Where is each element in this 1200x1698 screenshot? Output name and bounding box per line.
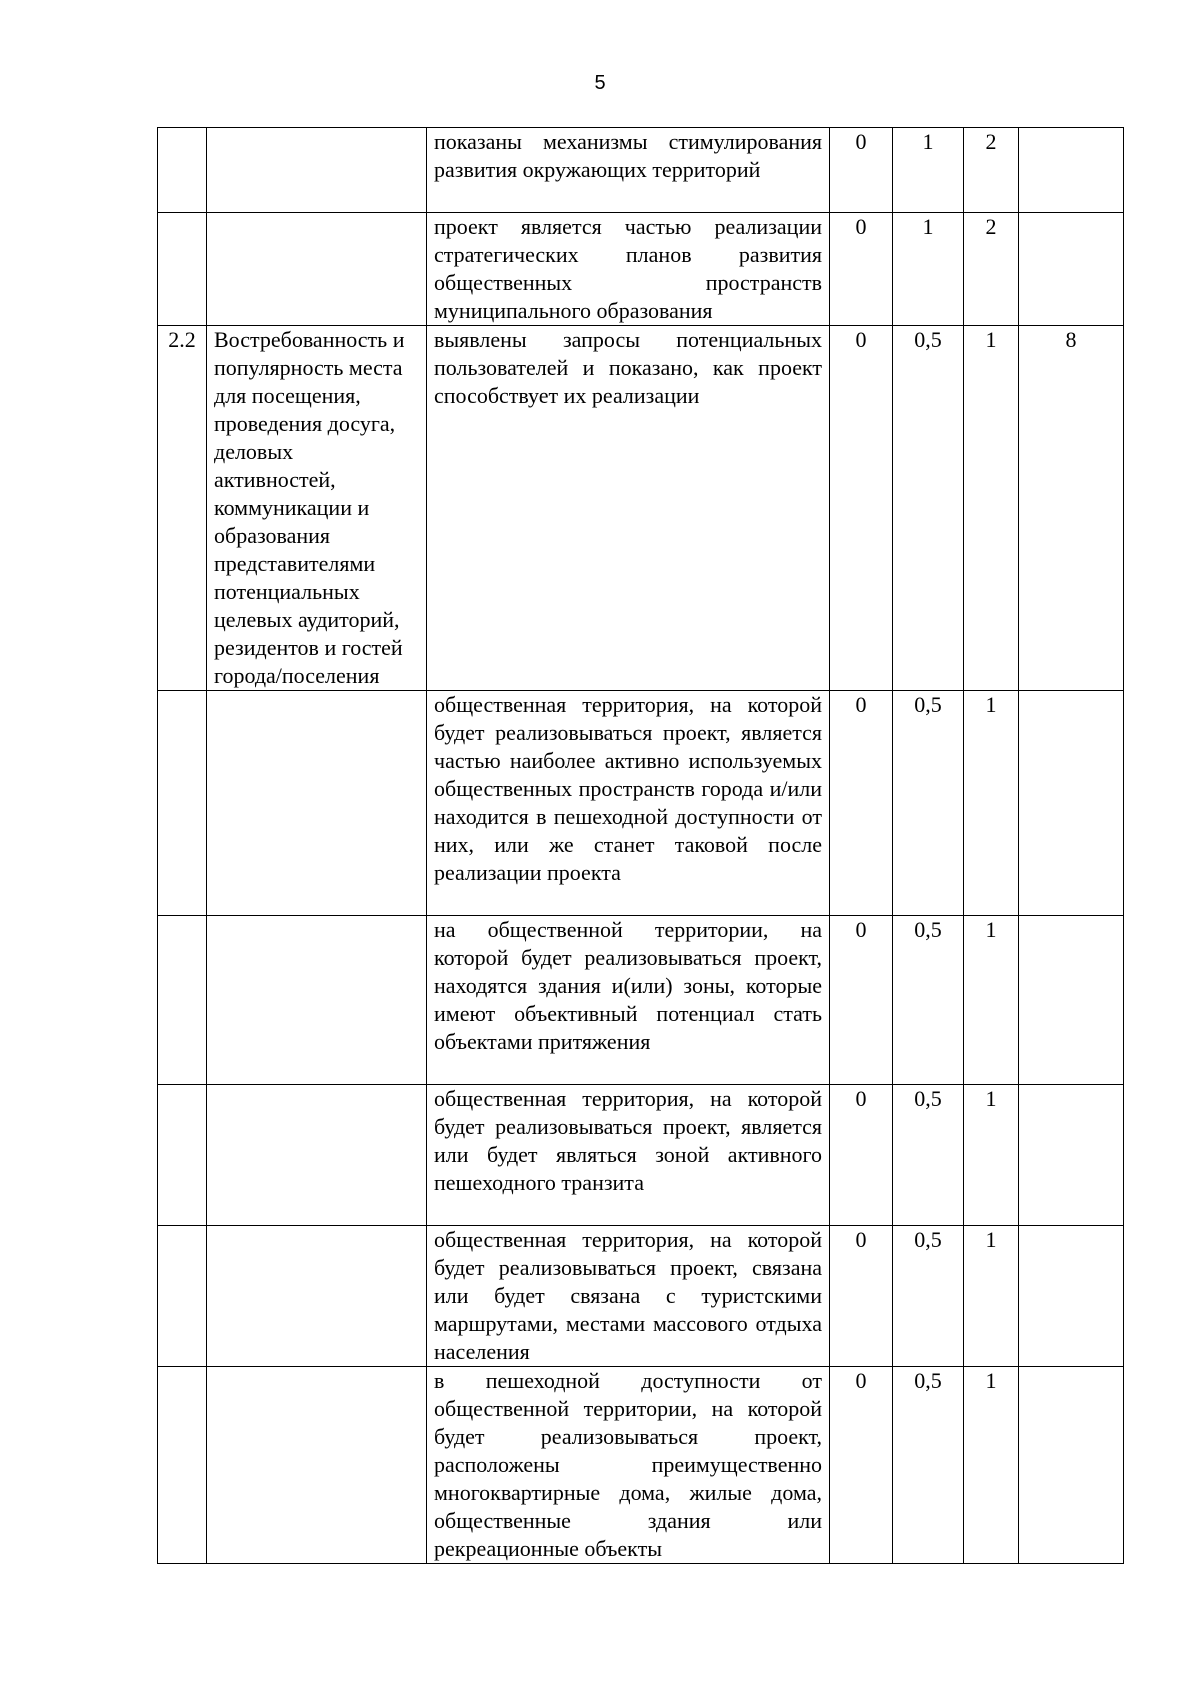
max-points: 8 [1019,326,1124,691]
max-points [1019,1085,1124,1226]
score-max: 1 [964,1367,1019,1564]
indicator-text: выявлены запросы потенциальных пользователей и показано, как проект способствует их реализации [427,326,830,691]
criterion-number [158,691,207,916]
criteria-table [157,127,1124,1564]
table-row [158,916,1124,1085]
score-mid: 0,5 [893,1085,964,1226]
criterion-name [207,213,427,326]
criterion-number [158,916,207,1085]
max-points [1019,916,1124,1085]
score-mid: 0,5 [893,326,964,691]
criterion-number [158,1367,207,1564]
table-row [158,1085,1124,1226]
indicator-text: в пешеходной доступности от общественной территории, на которой будет реализовываться проект, расположены преимущественно многоквартирные дома, жилые дома, общественные здания или рекреационные объекты [427,1367,830,1564]
score-min: 0 [830,691,893,916]
indicator-text: проект является частью реализации стратегических планов развития общественных пространств муниципального образования [427,213,830,326]
score-mid: 1 [893,128,964,213]
score-mid: 0,5 [893,916,964,1085]
max-points [1019,213,1124,326]
score-min: 0 [830,1367,893,1564]
table-row [158,1226,1124,1367]
criterion-number [158,213,207,326]
score-min: 0 [830,326,893,691]
criterion-number [158,1085,207,1226]
criterion-name [207,1367,427,1564]
max-points [1019,1367,1124,1564]
max-points [1019,128,1124,213]
indicator-text: общественная территория, на которой будет реализовываться проект, является или будет являться зоной активного пешеходного транзита [427,1085,830,1226]
score-max: 2 [964,128,1019,213]
criterion-name [207,691,427,916]
score-max: 1 [964,326,1019,691]
max-points [1019,1226,1124,1367]
score-mid: 0,5 [893,1367,964,1564]
criterion-number [158,1226,207,1367]
score-min: 0 [830,916,893,1085]
criterion-name [207,128,427,213]
indicator-text: показаны механизмы стимулирования развития окружающих территорий [427,128,830,213]
table-row [158,326,1124,691]
score-mid: 0,5 [893,1226,964,1367]
criterion-number: 2.2 [158,326,207,691]
criterion-name [207,916,427,1085]
indicator-text: общественная территория, на которой будет реализовываться проект, связана или будет связана с туристскими маршрутами, местами массового отдыха населения [427,1226,830,1367]
score-max: 1 [964,916,1019,1085]
score-max: 2 [964,213,1019,326]
score-max: 1 [964,1085,1019,1226]
table-row [158,128,1124,213]
table-row [158,213,1124,326]
score-min: 0 [830,1085,893,1226]
criterion-name [207,1226,427,1367]
score-mid: 1 [893,213,964,326]
criterion-name: Востребованность и популярность места для посещения, проведения досуга, деловых активностей, коммуникации и образования представителями потенциальных целевых аудиторий, резидентов и гостей города/поселения [207,326,427,691]
score-mid: 0,5 [893,691,964,916]
score-max: 1 [964,691,1019,916]
indicator-text: на общественной территории, на которой будет реализовываться проект, находятся здания и(или) зоны, которые имеют объективный потенциал стать объектами притяжения [427,916,830,1085]
max-points [1019,691,1124,916]
score-min: 0 [830,128,893,213]
table-row [158,1367,1124,1564]
criterion-number [158,128,207,213]
score-min: 0 [830,1226,893,1367]
indicator-text: общественная территория, на которой будет реализовываться проект, является частью наиболее активно используемых общественных пространств города и/или находится в пешеходной доступности от них, или же станет таковой после реализации проекта [427,691,830,916]
score-max: 1 [964,1226,1019,1367]
score-min: 0 [830,213,893,326]
criterion-name [207,1085,427,1226]
table-row [158,691,1124,916]
page-number: 5 [594,72,606,94]
